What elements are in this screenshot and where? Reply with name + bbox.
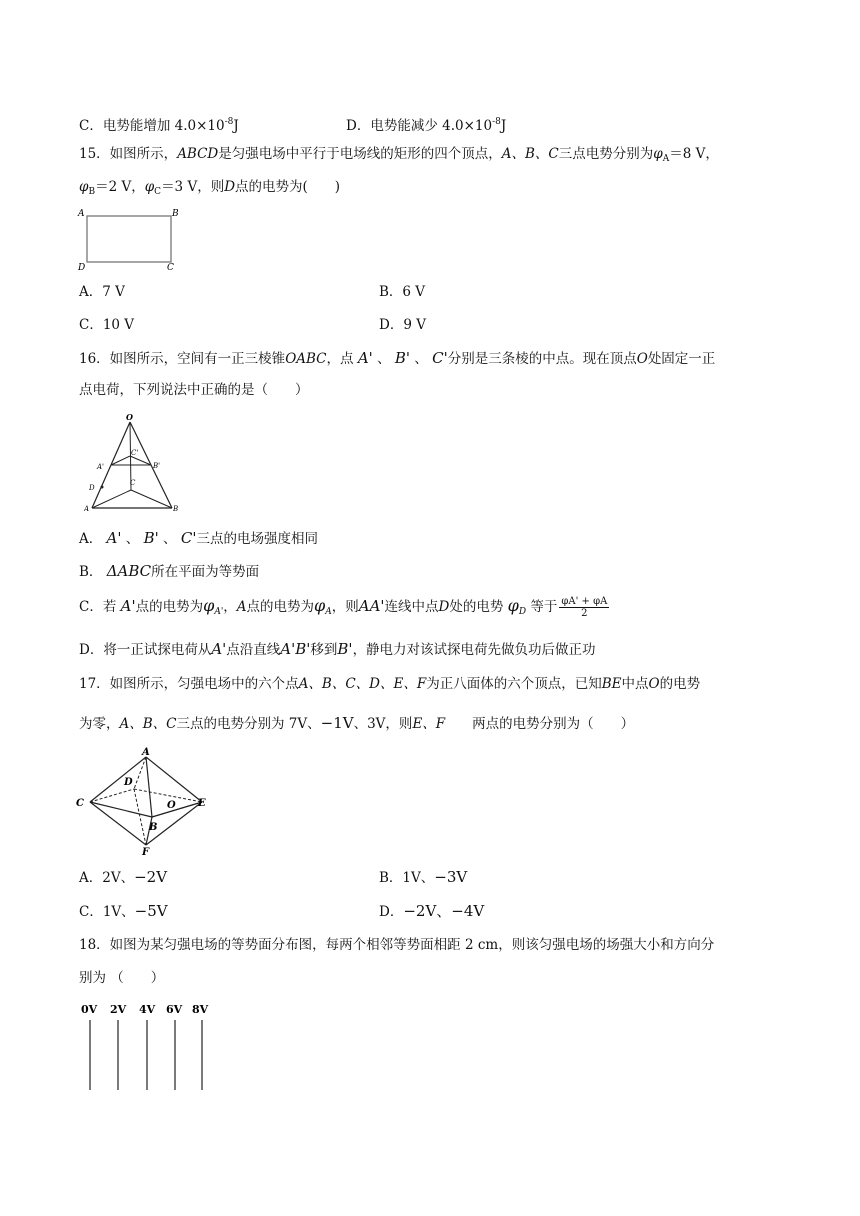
- q14-option-d: D．电势能减少 $4.0\times 10^{-8}J$: [346, 117, 507, 134]
- q14-option-c: C．电势能增加 $4.0\times 10^{-8}J$: [79, 117, 239, 134]
- q16-fig-label-o: O: [126, 412, 133, 422]
- q15-fig-label-d: D: [78, 263, 86, 273]
- q16-fig-label-cp: C': [131, 449, 139, 457]
- q18-stem-line1: 18．如图为某匀强电场的等势面分布图，每两个相邻等势面相距 2 cm，则该匀强电场的场强大小和方向分: [79, 937, 715, 953]
- q15-option-d: D．9 V: [379, 317, 426, 333]
- q17-option-a: A．2V、−2V: [79, 868, 168, 886]
- q17-octahedron-figure: [74, 745, 214, 857]
- q16-stem-line1: 16．如图所示，空间有一正三棱锥OABC，点 A' 、 B' 、 C'分别是三条棱的中点。现在顶点O处固定一正: [79, 349, 716, 367]
- q16-pyramid-figure: [84, 410, 184, 514]
- q17-option-d: D．−2V、−4V: [379, 902, 485, 920]
- q16-fig-label-ap: A': [97, 463, 104, 471]
- q15-stem-line2: $\varphi_B=2$ V，$\varphi_C=3$ V，则D点的电势为( ): [79, 179, 341, 197]
- q15-option-b: B．6 V: [379, 284, 426, 300]
- q15-option-c: C．10 V: [79, 317, 135, 333]
- q16-option-a: A． A' 、 B' 、 C'三点的电场强度相同: [79, 529, 318, 547]
- q18-fig-label-6v: 6V: [166, 1003, 183, 1016]
- q17-fig-label-o: O: [167, 800, 176, 811]
- q17-fig-label-a: A: [142, 747, 150, 758]
- q17-option-c: C．1V、−5V: [79, 902, 168, 920]
- q15-fig-label-a: A: [78, 209, 85, 219]
- q17-fig-label-f: F: [142, 847, 150, 857]
- q17-fig-label-b: B: [149, 822, 158, 833]
- q16-fig-label-bp: B': [153, 462, 161, 470]
- q15-fig-label-b: B: [172, 209, 179, 219]
- q16-option-c: C．若 A'点的电势为$\varphi_{A'}$，A点的电势为$\varphi_A$，则AA'连线中点D处的电势 $\varphi_D$ 等于 $\frac{\varphi A' + \varphi A}{2}$: [79, 596, 608, 619]
- q15-option-a: A．7 V: [79, 284, 125, 300]
- q17-fig-label-e: E: [198, 798, 206, 809]
- q16-fig-label-b: B: [173, 505, 179, 513]
- q18-fig-label-0v: 0V: [81, 1003, 98, 1016]
- q18-equipotential-figure: [76, 998, 216, 1094]
- q15-fig-label-c: C: [167, 263, 174, 273]
- q15-stem-line1: 15．如图所示，ABCD是匀强电场中平行于电场线的矩形的四个顶点，A、B、C三点电势分别为$\varphi_A=8$ V，: [79, 146, 719, 164]
- q16-fig-label-d: D: [89, 484, 95, 492]
- q17-stem-line1: 17．如图所示，匀强电场中的六个点A、B、C、D、E、F为正八面体的六个顶点，已知BE中点O的电势: [79, 676, 701, 692]
- q16-fig-label-c: C: [130, 479, 136, 487]
- q16-fig-label-a: A: [84, 505, 90, 513]
- q15-rectangle-figure: [76, 203, 186, 273]
- q18-stem-line2: 别为 （ ）: [79, 970, 165, 986]
- q17-fig-label-d: D: [124, 777, 133, 788]
- q18-fig-label-4v: 4V: [139, 1003, 156, 1016]
- q18-fig-label-8v: 8V: [192, 1003, 209, 1016]
- q16-fraction: $\frac{\varphi A' + \varphi A}{2}$: [561, 596, 608, 619]
- q18-fig-label-2v: 2V: [110, 1003, 127, 1016]
- q16-option-b: B． ΔABC所在平面为等势面: [79, 562, 260, 580]
- q17-option-b: B．1V、−3V: [379, 868, 468, 886]
- q17-stem-line2: 为零，A、B、C三点的电势分别为 7V、−1V、3V，则E、F 两点的电势分别为（ ）: [79, 714, 635, 732]
- q16-option-d: D．将一正试探电荷从A'点沿直线A'B'移到B'，静电力对该试探电荷先做负功后做正功: [79, 640, 596, 658]
- q16-stem-line2: 点电荷，下列说法中正确的是（ ）: [79, 382, 309, 398]
- q17-fig-label-c: C: [76, 798, 84, 809]
